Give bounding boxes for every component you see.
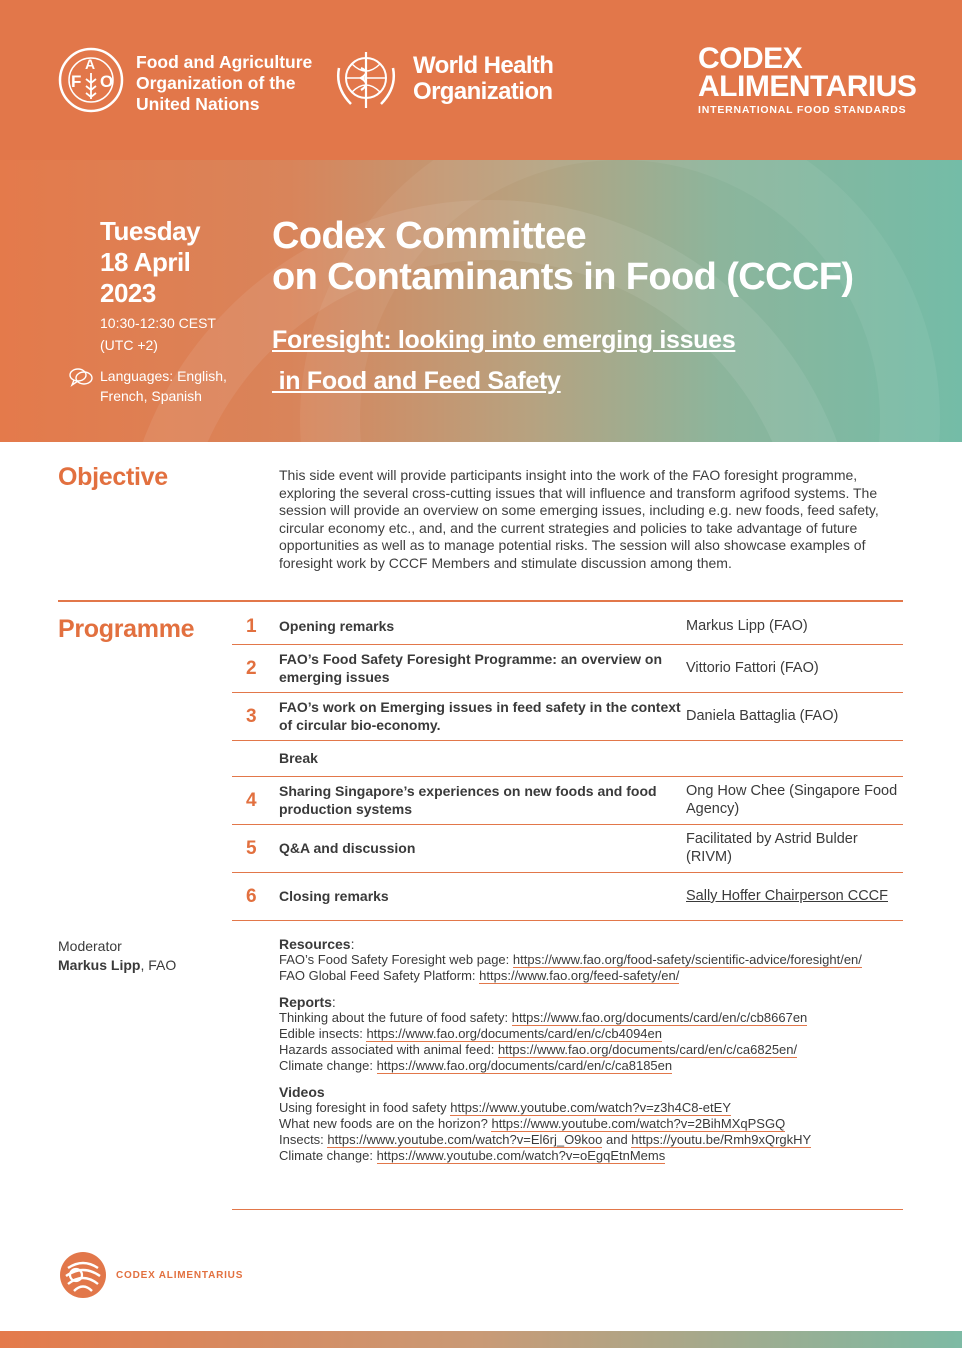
video-item: What new foods are on the horizon? https://www.youtube.com/watch?v=2BihMXqPSGQ xyxy=(279,1116,786,1131)
resources-section: Resources: FAO’s Food Safety Foresight web page: https://www.fao.org/food-safety/scientific-advice/foresight/en/ FAO Global Feed Safety Platform: https://www.fao.org/feed-safety/en/ Reports: Thinking about the future of food safety: https://www.fao.org/documents/card/en/c/cb8667en Edible insects: https://www.fao.org/documents/card/en/c/cb4094en Hazards associated with animal feed: https://www.fao.org/documents/card/en/c/ca6825en/ Climate change: https://www.fao.org/documents/card/en/c/ca8185en Videos Using foresight in food safety https://www.youtube.com/watch?v=z3h4C8-etEY What new foods are on the horizon? https://www.youtube.com/watch?v=2BihMXqPSGQ Insects: https://www.youtube.com/watch?v=El6rj_O9koo and https://youtu.be/Rmh9xQrgkHY Climate change: https://www.youtube.com/watch?v=oEgqEtnMems xyxy=(279,936,903,1174)
item-title: Opening remarks xyxy=(279,618,395,635)
programme-row xyxy=(232,741,903,777)
item-speaker: Vittorio Fattori (FAO) xyxy=(686,659,819,676)
programme-row xyxy=(232,693,903,741)
who-name: World Health Organization xyxy=(413,52,554,105)
codex-logo-text: CODEX ALIMENTARIUS xyxy=(698,42,917,103)
video-item: Climate change: https://www.youtube.com/watch?v=oEgqEtnMems xyxy=(279,1148,666,1163)
item-number: 3 xyxy=(246,705,257,727)
who-logo-icon xyxy=(331,48,401,114)
codex-subtitle: INTERNATIONAL FOOD STANDARDS xyxy=(698,104,907,116)
footer-band xyxy=(0,1331,962,1348)
video-link[interactable]: https://www.youtube.com/watch?v=2BihMXqPSGQ xyxy=(491,1116,786,1131)
video-link[interactable]: https://www.youtube.com/watch?v=El6rj_O9koo xyxy=(327,1132,603,1147)
objective-text: This side event will provide participants insight into the work of the FAO foresight programme, exploring the several cross-cutting issues that will influence and transform agrifood systems. The session will provide an overview on some emerging issues, including e.g. new foods, feed safety, circular economy etc., and, and the current strategies and policies to take advantage of future opportunities as well as to manage potential risks. The session will also showcase examples of foresight work by CCCF Members and stimulate discussion among them. xyxy=(279,467,879,571)
video-item: Using foresight in food safety https://www.youtube.com/watch?v=z3h4C8-etEY xyxy=(279,1100,731,1115)
item-speaker: Daniela Battaglia (FAO) xyxy=(686,707,839,724)
footer-codex-text: CODEX ALIMENTARIUS xyxy=(116,1270,244,1281)
item-number: 4 xyxy=(246,789,257,811)
resource-link[interactable]: https://www.fao.org/feed-safety/en/ xyxy=(479,968,680,983)
item-number: 6 xyxy=(246,885,257,907)
item-title: Sharing Singapore’s experiences on new foods and food production systems xyxy=(279,783,657,817)
item-speaker[interactable]: Sally Hoffer Chairperson CCCF xyxy=(686,887,888,904)
fao-name: Food and Agriculture Organization of the United Nations xyxy=(136,52,313,114)
moderator: Moderator Markus Lipp, FAO xyxy=(58,938,177,973)
report-item: Climate change: https://www.fao.org/documents/card/en/c/ca8185en xyxy=(279,1058,673,1073)
resource-item: FAO Global Feed Safety Platform: https://www.fao.org/feed-safety/en/ xyxy=(279,968,680,983)
divider xyxy=(232,1209,903,1210)
video-link[interactable]: https://youtu.be/Rmh9xQrgkHY xyxy=(631,1132,812,1147)
report-item: Thinking about the future of food safety: https://www.fao.org/documents/card/en/c/cb8667en xyxy=(279,1010,808,1025)
report-link[interactable]: https://www.fao.org/documents/card/en/c/ca8185en xyxy=(376,1058,673,1073)
report-item: Edible insects: https://www.fao.org/documents/card/en/c/cb4094en xyxy=(279,1026,662,1041)
programme-row xyxy=(232,645,903,693)
fao-logo-icon xyxy=(58,47,124,113)
video-item: Insects: https://www.youtube.com/watch?v=El6rj_O9koo and https://youtu.be/Rmh9xQrgkHY xyxy=(279,1132,812,1147)
item-number: 5 xyxy=(246,837,257,859)
programme-table xyxy=(232,610,903,921)
header-band xyxy=(0,0,962,160)
speech-bubble-icon xyxy=(68,366,94,388)
svg-text:O: O xyxy=(100,72,114,91)
video-link[interactable]: https://www.youtube.com/watch?v=oEgqEtnMems xyxy=(376,1148,666,1163)
event-date: Tuesday 18 April 2023 xyxy=(100,216,201,308)
programme-heading: Programme xyxy=(58,615,195,643)
item-number: 2 xyxy=(246,657,257,679)
item-speaker: Markus Lipp (FAO) xyxy=(686,618,808,635)
objective-heading: Objective xyxy=(58,463,168,491)
programme-row xyxy=(232,873,903,921)
report-link[interactable]: https://www.fao.org/documents/card/en/c/ca6825en/ xyxy=(497,1042,798,1057)
item-title: Break xyxy=(279,749,318,766)
programme-row xyxy=(232,825,903,873)
item-title: Q&A and discussion xyxy=(279,839,416,856)
item-title: FAO’s work on Emerging issues in feed safety in the context of circular bio-economy. xyxy=(279,699,681,733)
codex-logo-icon xyxy=(58,1250,108,1300)
resource-link[interactable]: https://www.fao.org/food-safety/scientific-advice/foresight/en/ xyxy=(512,952,862,967)
svg-text:A: A xyxy=(85,56,96,72)
svg-text:F: F xyxy=(71,72,82,91)
event-time: 10:30-12:30 CEST (UTC +2) xyxy=(100,315,216,353)
resource-item: FAO’s Food Safety Foresight web page: https://www.fao.org/food-safety/scientific-advice/foresight/en/ xyxy=(279,952,862,967)
programme-row xyxy=(232,610,903,645)
report-link[interactable]: https://www.fao.org/documents/card/en/c/cb4094en xyxy=(366,1026,662,1041)
report-link[interactable]: https://www.fao.org/documents/card/en/c/cb8667en xyxy=(511,1010,808,1025)
item-number: 1 xyxy=(246,616,257,637)
event-title: Codex Committee on Contaminants in Food (CCCF) xyxy=(272,215,854,298)
report-item: Hazards associated with animal feed: https://www.fao.org/documents/card/en/c/ca6825en/ xyxy=(279,1042,798,1057)
item-title: FAO’s Food Safety Foresight Programme: an overview on emerging issues xyxy=(279,651,663,685)
item-speaker: Facilitated by Astrid Bulder (RIVM) xyxy=(686,831,858,865)
item-speaker: Ong How Chee (Singapore Food Agency) xyxy=(686,783,898,817)
event-subtitle: Foresight: looking into emerging issues in Food and Feed Safety xyxy=(272,326,736,395)
divider xyxy=(58,600,903,602)
event-languages: Languages: English, French, Spanish xyxy=(100,368,227,404)
programme-row xyxy=(232,777,903,825)
video-link[interactable]: https://www.youtube.com/watch?v=z3h4C8-etEY xyxy=(450,1100,731,1115)
item-title: Closing remarks xyxy=(279,887,389,904)
